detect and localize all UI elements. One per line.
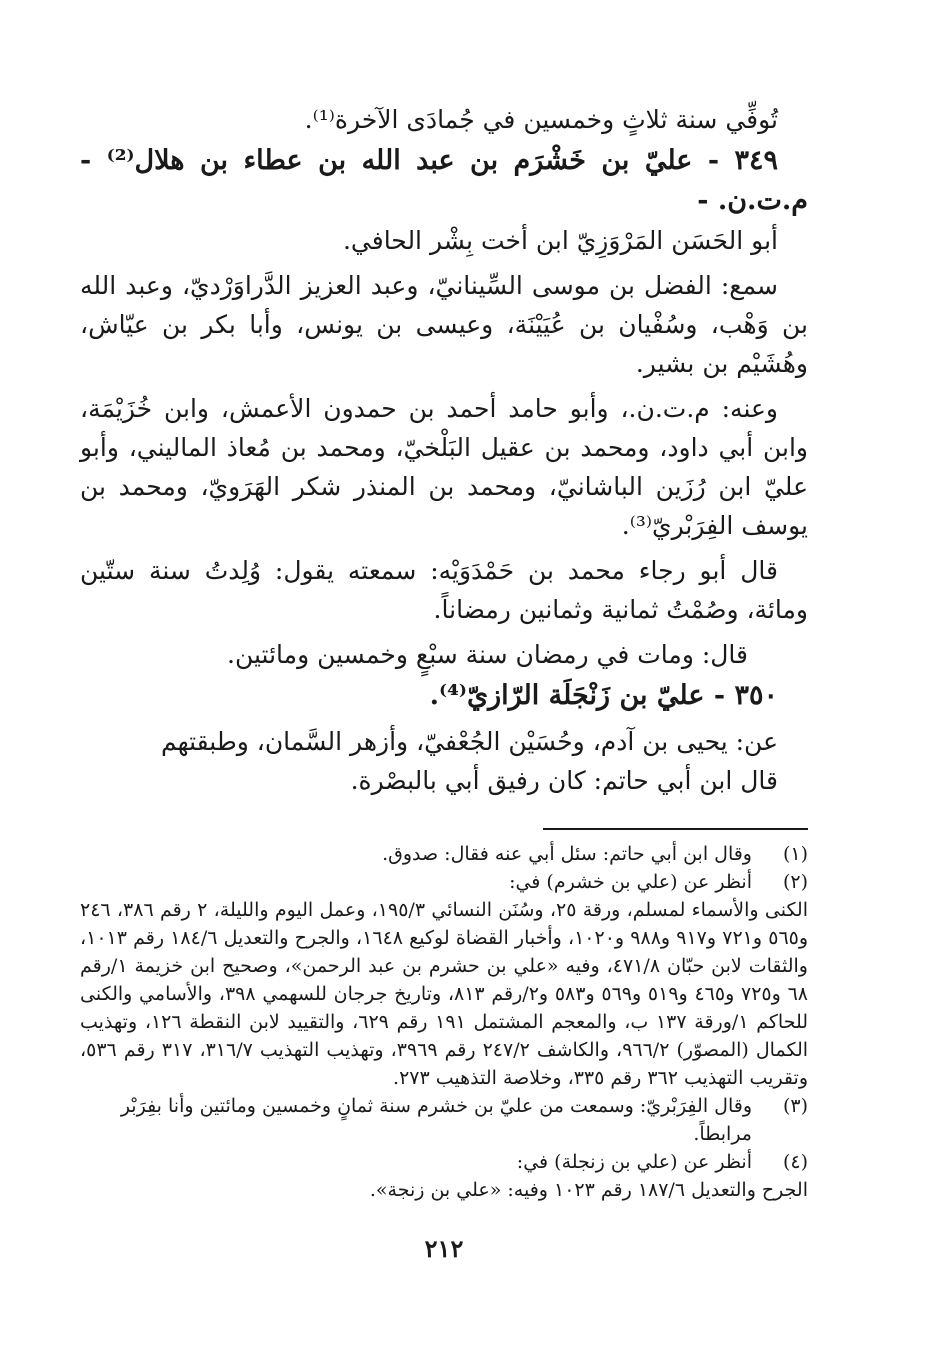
entry-349-death-quote: قال: ومات في رمضان سنة سبْعٍ وخمسين ومائتين. bbox=[227, 640, 748, 669]
entry-349-students: وعنه: م.ت.ن.، وأبو حامد أحمد بن حمدون الأعمش، وابن خُزَيْمَة، وابن أبي داود، ومحمد بن عقيل البَلْخيّ، ومحمد بن مُعاذ الماليني، وأبو عليّ ابن رُزَين الباشانيّ، ومحمد بن المنذر شكر الهَرَويّ، ومحمد بن يوسف الفِرَبْريّ⁽³⁾. bbox=[80, 394, 808, 540]
footnote-4-sources: الجرح والتعديل ١٨٧/٦ رقم ١٠٢٣ وفيه: «علي بن زنجة». bbox=[369, 1179, 808, 1201]
entry-349-teachers: سمع: الفضل بن موسى السِّينانيّ، وعبد العزيز الدَّراوَرْديّ، وعبد الله بن وَهْب، وسُفْيان بن عُيَيْنَة، وعيسى بن يونس، وأبا بكر بن عيّاش، وهُشَيْم بن بشير. bbox=[80, 271, 808, 378]
footnotes bbox=[80, 840, 808, 1204]
entry-349-birth-quote: قال أبو رجاء محمد بن حَمْدَوَيْه: سمعته يقول: وُلِدتُ سنة ستّين ومائة، وصُمْتُ ثمانية وثمانين رمضاناً. bbox=[80, 556, 808, 624]
footnote-number: (٣) bbox=[782, 1095, 808, 1117]
page-number: ٢١٢ bbox=[424, 1234, 464, 1263]
death-date-line: تُوفِّي سنة ثلاثٍ وخمسين في جُمادَى الآخرة⁽¹⁾. bbox=[304, 105, 778, 134]
footnote-2-sources: الكنى والأسماء لمسلم، ورقة ٢٥، وسُنَن النسائي ١٩٥/٣، وعمل اليوم والليلة، ٢ رقم ٣٨٦، ٢٤٦ و٥٦٥ و٧٢١ و٩١٧ و٩٨٨ و١٠٢٠، وأخبار القضاة لوكيع ١٦٤٨، والجرح والتعديل ١٨٤/٦ رقم ١٠١٣، والثقات لابن حبّان ٤٧١/٨، وفيه «علي بن حشرم بن عبد الرحمن»، وصحيح ابن خزيمة ١/رقم ٦٨ و٧٢٥ و٤٦٥ و٥١٩ و٥٦٩ و٥٨٣ و٢/رقم ٨١٣، وتاريخ جرجان للسهمي ٣٩٨، والأسامي والكنى للحاكم ١/ورقة ١٣٧ ب، والمعجم المشتمل ١٩١ رقم ٦٢٩، والتقييد لابن النقطة ١٢٦، وتهذيب الكمال (المصوّر) ٩٦٦/٢، والكاشف ٢٤٧/٢ رقم ٣٩٦٩، وتهذيب التهذيب ٣١٦/٧، ٣١٧ رقم ٥٣٦، وتقريب التهذيب ٣٦٢ رقم ٣٣٥، وخلاصة التذهيب ٢٧٣. bbox=[80, 899, 809, 1089]
entry-350-heading: ٣٥٠ - عليّ بن زَنْجَلَة الرّازيّ⁽⁴⁾. bbox=[429, 680, 778, 711]
footnote-text: أنظر عن (علي بن زنجلة) في: bbox=[516, 1151, 752, 1173]
footnote-number: (٤) bbox=[782, 1151, 808, 1173]
footnote-1 bbox=[80, 840, 808, 868]
footnote-3 bbox=[80, 1092, 808, 1148]
footnote-2 bbox=[80, 868, 808, 896]
entry-349-heading: ٣٤٩ - عليّ بن خَشْرَم بن عبد الله بن عطاء بن هلال⁽²⁾ - م.ت.ن. - bbox=[80, 145, 808, 216]
footnote-separator bbox=[543, 828, 808, 830]
entry-350-note: قال ابن أبي حاتم: كان رفيق أبي بالبصْرة. bbox=[350, 766, 778, 795]
entry-350-teachers: عن: يحيى بن آدم، وحُسَيْن الجُعْفيّ، وأزهر السَّمان، وطبقتهم bbox=[160, 727, 778, 756]
footnote-4 bbox=[80, 1148, 808, 1176]
book-page bbox=[80, 100, 808, 1340]
footnote-text: وقال الفِرَبْريّ: وسمعت من عليّ بن خشرم سنة ثمانٍ وخمسين ومائتين وأنا بفِرَبْر مرابطاً. bbox=[120, 1095, 752, 1145]
footnote-number: (١) bbox=[782, 843, 808, 865]
footnote-text: وقال ابن أبي حاتم: سئل أبي عنه فقال: صدوق. bbox=[382, 843, 752, 865]
footnote-number: (٢) bbox=[782, 871, 808, 893]
footnote-text: أنظر عن (علي بن خشرم) في: bbox=[509, 871, 752, 893]
main-text bbox=[80, 100, 808, 800]
entry-349-kunya: أبو الحَسَن المَرْوَزِيّ ابن أخت بِشْر الحافي. bbox=[342, 226, 778, 255]
